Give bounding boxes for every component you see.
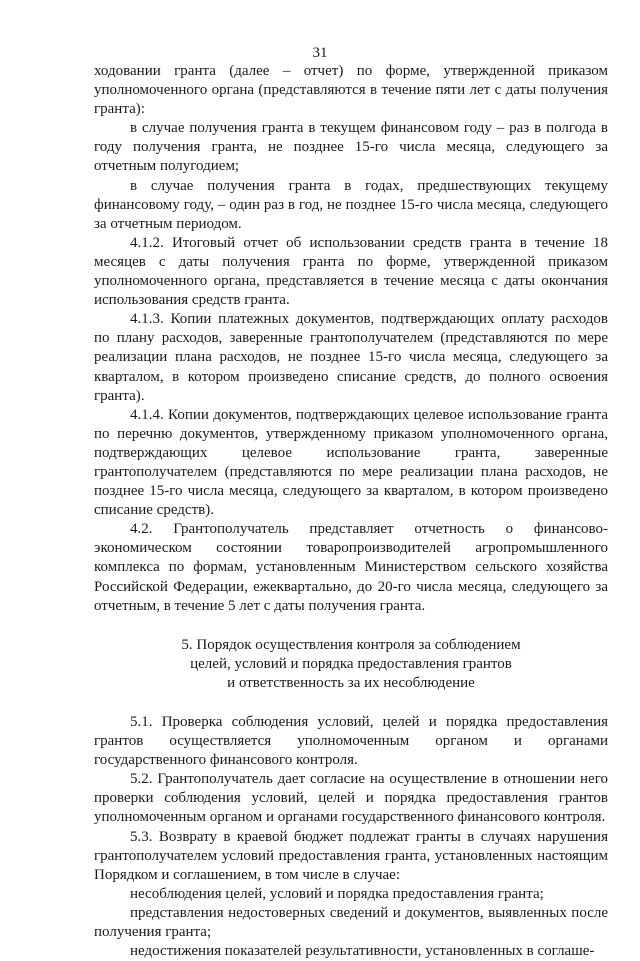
paragraph-5-3: 5.3. Возврату в краевой бюджет подлежат гранты в случаях нарушения грантополучателем условий предоставления гранта, установленных настоящим Порядком и соглашением, в том числе в случае: xyxy=(94,828,608,883)
paragraph-4-2: 4.2. Грантополучатель представляет отчетность о финансово-экономическом состоянии товаропроизводителей агропромышленного комплекса по формам, установленным Министерством сельского хозяйства Российской Федерации, ежеквартально, до 20-го числа месяца, следующего за отчетным, в течение 5 лет с даты получения гранта. xyxy=(94,521,608,614)
paragraph-5-1: 5.1. Проверка соблюдения условий, целей и порядка предоставления грантов осуществляется уполномоченным органом и органами государственного финансового контроля. xyxy=(94,714,608,769)
list-item: представления недостоверных сведений и документов, выявленных после получения гранта; xyxy=(94,904,608,941)
list-item: недостижения показателей результативности, установленных в соглаше- xyxy=(130,943,595,960)
paragraph-previous-years: в случае получения гранта в годах, предшествующих текущему финансовому году, – один раз в год, не позднее 15-го числа месяца, следующего за отчетным периодом. xyxy=(94,177,608,232)
paragraph-4-1-3: 4.1.3. Копии платежных документов, подтверждающих оплату расходов по плану расходов, заверенные грантополучателем (представляются по мере реализации плана расходов, не позднее 15-го числа месяца, следующего за кварталом, в котором произведено списание средств, до полного освоения гранта). xyxy=(94,311,608,404)
spacer xyxy=(94,693,608,713)
paragraph-4-1-4: 4.1.4. Копии документов, подтверждающих целевое использование гранта по перечню документов, утвержденному приказом уполномоченного органа, подтверждающих целевое использование гранта, заверенные грантополучателем (представляются по мере реализации плана расходов, не позднее 15-го числа месяца, следующего за кварталом, в котором произведено списание средств). xyxy=(94,406,608,519)
document-body xyxy=(94,62,608,961)
paragraph-report-continuation: ходовании гранта (далее – отчет) по форме, утвержденной приказом уполномоченного органа (представляются в течение пяти лет с даты получения гранта): xyxy=(94,63,608,118)
section-heading-line: и ответственность за их несоблюдение xyxy=(227,674,475,691)
section-heading xyxy=(94,636,608,693)
page-number: 31 xyxy=(312,45,328,61)
paragraph-current-year: в случае получения гранта в текущем финансовом году – раз в полгода в году получения гранта, не позднее 15-го числа месяца, следующего за отчетным полугодием; xyxy=(94,120,608,175)
paragraph-4-1-2: 4.1.2. Итоговый отчет об использовании средств гранта в течение 18 месяцев с даты получения гранта по форме, утвержденной приказом уполномоченного органа, представляется в течение месяца с даты окончания использования средств гранта. xyxy=(94,234,608,309)
section-heading-line: 5. Порядок осуществления контроля за соблюдением xyxy=(181,636,521,653)
list-item: несоблюдения целей, условий и порядка предоставления гранта; xyxy=(130,885,544,902)
section-heading-line: целей, условий и порядка предоставления грантов xyxy=(190,655,512,672)
spacer xyxy=(94,616,608,636)
paragraph-5-2: 5.2. Грантополучатель дает согласие на осуществление в отношении него проверки соблюдения условий, целей и порядка предоставления грантов уполномоченным органом и органами государственного финансового контроля. xyxy=(94,771,608,826)
